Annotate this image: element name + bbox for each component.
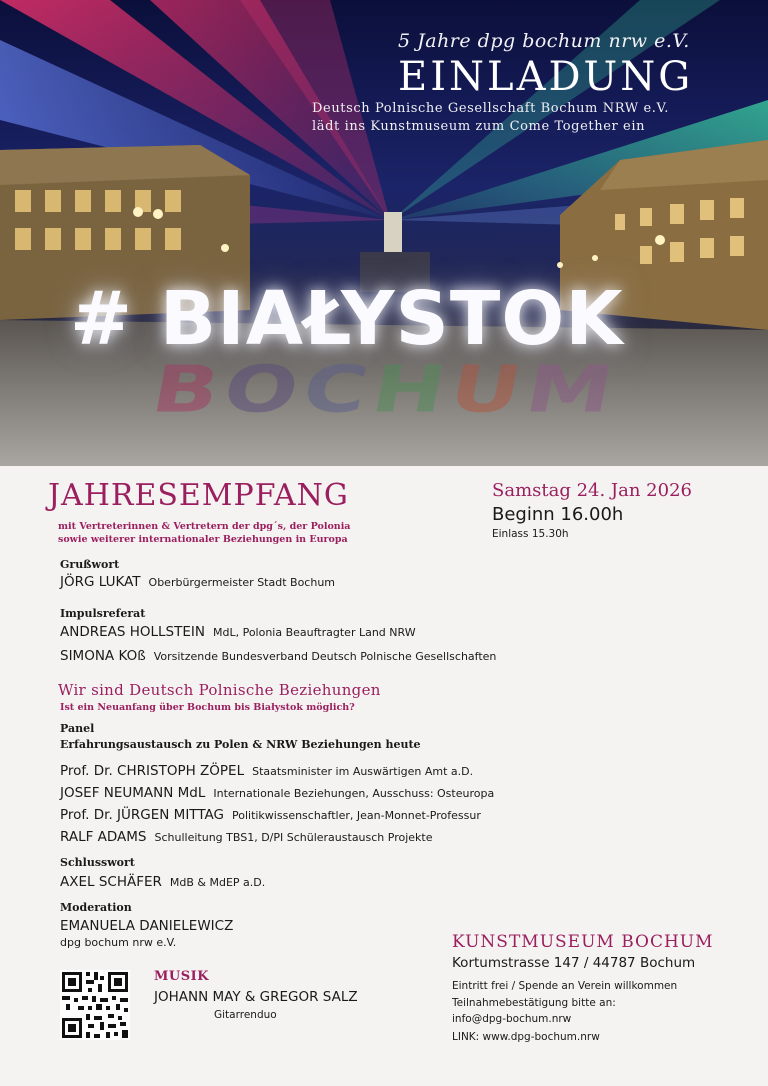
discussion-question: Ist ein Neuanfang über Bochum bis Białystok möglich?: [60, 702, 355, 713]
panel-speaker: [60, 829, 433, 845]
ground-letter: H: [365, 352, 458, 427]
panel-speaker: [60, 763, 473, 779]
moderator-name: EMANUELA DANIELEWICZ: [60, 918, 234, 934]
music-role: Gitarrenduo: [214, 1009, 277, 1021]
impuls-speaker: [60, 648, 496, 664]
panel-label: Panel: [60, 722, 95, 735]
speaker-name: JÖRG LUKAT: [60, 574, 141, 590]
venue-admission: Eintritt frei / Spende an Verein willkommen: [452, 980, 678, 992]
impuls-label: Impulsreferat: [60, 607, 146, 620]
contact-email[interactable]: info@dpg-bochum.nrw: [452, 1013, 572, 1025]
event-title: JAHRESEMPFANG: [48, 478, 349, 513]
ground-letter: M: [519, 352, 626, 427]
discussion-title: Wir sind Deutsch Polnische Beziehungen: [58, 681, 381, 699]
event-subtitle-line: mit Vertreterinnen & Vertretern der dpg´s, der Polonia: [58, 521, 351, 532]
invitation-title: EINLADUNG: [398, 54, 694, 100]
speaker-role: Vorsitzende Bundesverband Deutsch Polnische Gesellschaften: [153, 650, 497, 663]
speaker-name: ANDREAS HOLLSTEIN: [60, 624, 205, 640]
qr-code-graphic: [60, 970, 130, 1040]
program-content: [0, 466, 768, 1086]
speaker-role: Oberbürgermeister Stadt Bochum: [148, 576, 336, 589]
schlusswort-label: Schlusswort: [60, 856, 135, 869]
speaker-role: Internationale Beziehungen, Ausschuss: Osteuropa: [213, 787, 495, 800]
panel-topic: Erfahrungsaustausch zu Polen & NRW Beziehungen heute: [60, 738, 421, 751]
panel-speaker: [60, 807, 481, 823]
event-admission: Einlass 15.30h: [492, 528, 569, 540]
speaker-role: Staatsminister im Auswärtigen Amt a.D.: [252, 765, 474, 778]
event-subtitle: [58, 520, 350, 546]
moderator-role: dpg bochum nrw e.V.: [60, 936, 177, 949]
invitation-line: lädt ins Kunstmuseum zum Come Together ein: [312, 119, 646, 134]
ground-letter: B: [145, 352, 232, 427]
speaker-name: AXEL SCHÄFER: [60, 874, 162, 890]
ground-letter: C: [296, 352, 380, 427]
event-subtitle-line: sowie weiterer internationaler Beziehungen in Europa: [58, 534, 348, 545]
speaker-role: MdB & MdEP a.D.: [169, 876, 266, 889]
speaker-name: JOSEF NEUMANN MdL: [60, 785, 206, 801]
hero-header: [288, 30, 708, 136]
bochum-ground-letters: [146, 352, 625, 427]
speaker-name: SIMONA KOß: [60, 648, 146, 664]
music-label: MUSIK: [154, 969, 209, 984]
website-link[interactable]: LINK: www.dpg-bochum.nrw: [452, 1031, 600, 1043]
grusswort-speaker: [60, 574, 335, 590]
registration-note: Teilnahmebestätigung bitte an:: [452, 997, 616, 1009]
venue-address: Kortumstrasse 147 / 44787 Bochum: [452, 955, 696, 971]
speaker-name: RALF ADAMS: [60, 829, 147, 845]
speaker-role: Schulleitung TBS1, D/PI Schüleraustausch Projekte: [154, 831, 433, 844]
panel-speaker: [60, 785, 494, 801]
music-artists: JOHANN MAY & GREGOR SALZ: [154, 989, 358, 1005]
event-start: Beginn 16.00h: [492, 504, 624, 525]
moderation-label: Moderation: [60, 901, 132, 914]
impuls-speaker: [60, 624, 416, 640]
ground-letter: U: [443, 352, 534, 427]
event-date: Samstag 24. Jan 2026: [492, 480, 692, 501]
ground-letter: O: [217, 352, 311, 427]
schlusswort-speaker: [60, 874, 265, 890]
venue-title: KUNSTMUSEUM BOCHUM: [452, 932, 714, 952]
speaker-name: Prof. Dr. JÜRGEN MITTAG: [60, 807, 224, 823]
speaker-role: Politikwissenschaftler, Jean-Monnet-Professur: [231, 809, 481, 822]
anniversary-subtitle: 5 Jahre dpg bochum nrw e.V.: [398, 30, 690, 52]
speaker-name: Prof. Dr. CHRISTOPH ZÖPEL: [60, 763, 245, 779]
qr-code-icon[interactable]: [60, 970, 130, 1040]
hashtag-bialystok: # BIAŁYSTOK: [70, 276, 624, 362]
organizer-line: Deutsch Polnische Gesellschaft Bochum NRW e.V.: [312, 101, 669, 116]
grusswort-label: Grußwort: [60, 558, 120, 571]
hero-image: [0, 0, 768, 466]
speaker-role: MdL, Polonia Beauftragter Land NRW: [212, 626, 416, 639]
